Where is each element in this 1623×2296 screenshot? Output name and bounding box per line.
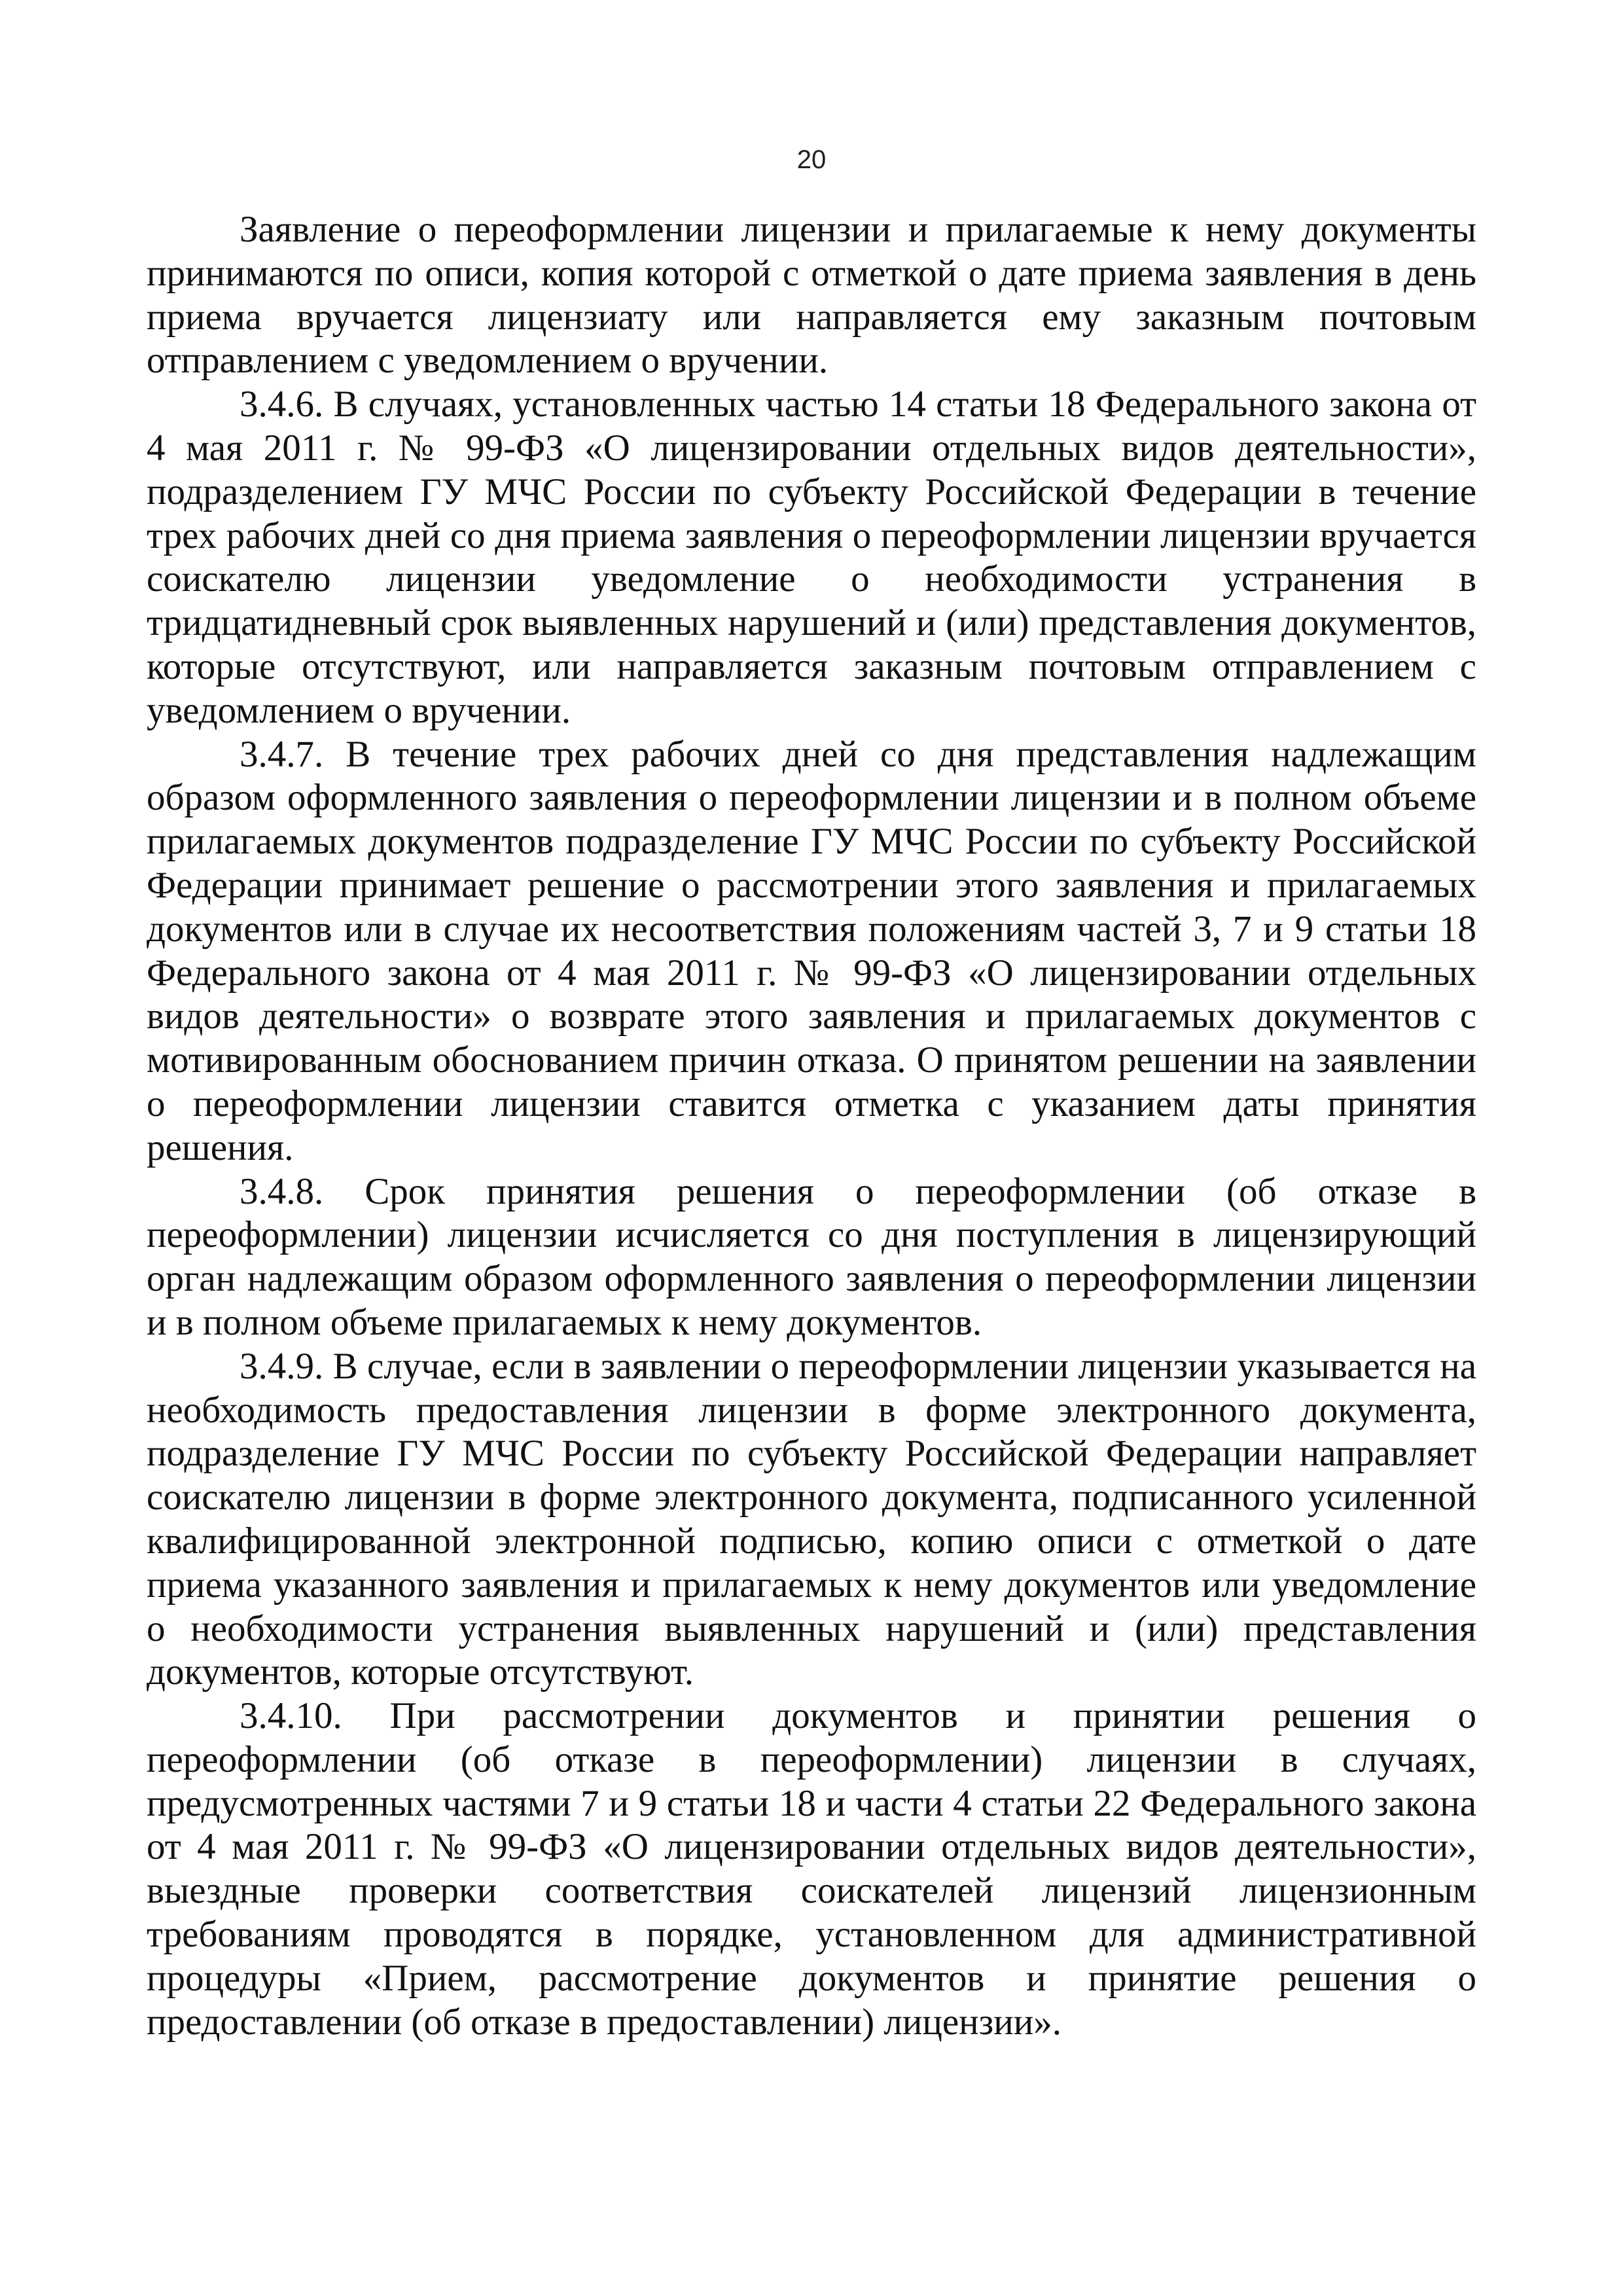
document-body [147,208,1476,2044]
paragraph-3-4-10: 3.4.10. При рассмотрении документов и принятии решения о переоформлении (об отказе в переоформлении) лицензии в случаях, предусмотренных частями 7 и 9 статьи 18 и части 4 статьи 22 Федерального закона от 4 мая 2011 г. № 99-ФЗ «О лицензировании отдельных видов деятельности», выездные проверки соответствия соискателей лицензий лицензионным требованиям проводятся в порядке, установленном для административной процедуры «Прием, рассмотрение документов и принятие решения о предоставлении (об отказе в предоставлении) лицензии». [147,1695,1476,2043]
paragraph-reissue-documents: Заявление о переоформлении лицензии и прилагаемые к нему документы принимаются по описи, копия которой с отметкой о дате приема заявления в день приема вручается лицензиату или направляется ему заказным почтовым отправлением с уведомлением о вручении. [147,209,1476,382]
paragraph-3-4-9: 3.4.9. В случае, если в заявлении о переоформлении лицензии указывается на необходимость предоставления лицензии в форме электронного документа, подразделение ГУ МЧС России по субъекту Российской Федерации направляет соискателю лицензии в форме электронного документа, подписанного усиленной квалифицированной электронной подписью, копию описи с отметкой о дате приема указанного заявления и прилагаемых к нему документов или уведомление о необходимости устранения выявленных нарушений и (или) представления документов, которые отсутствуют. [147,1345,1476,1693]
paragraph-3-4-6: 3.4.6. В случаях, установленных частью 14 статьи 18 Федерального закона от 4 мая 2011 г. № 99-ФЗ «О лицензировании отдельных видов деятельности», подразделением ГУ МЧС России по субъекту Российской Федерации в течение трех рабочих дней со дня приема заявления о переоформлении лицензии вручается соискателю лицензии уведомление о необходимости устранения в тридцатидневный срок выявленных нарушений и (или) представления документов, которые отсутствуют, или направляется заказным почтовым отправлением с уведомлением о вручении. [147,384,1476,731]
paragraph-3-4-8: 3.4.8. Срок принятия решения о переоформлении (об отказе в переоформлении) лицензии исчисляется со дня поступления в лицензирующий орган надлежащим образом оформленного заявления о переоформлении лицензии и в полном объеме прилагаемых к нему документов. [147,1170,1476,1343]
page-number: 20 [796,145,827,174]
paragraph-3-4-7: 3.4.7. В течение трех рабочих дней со дня представления надлежащим образом оформленного заявления о переоформлении лицензии и в полном объеме прилагаемых документов подразделение ГУ МЧС России по субъекту Российской Федерации принимает решение о рассмотрении этого заявления и прилагаемых документов или в случае их несоответствия положениям частей 3, 7 и 9 статьи 18 Федерального закона от 4 мая 2011 г. № 99-ФЗ «О лицензировании отдельных видов деятельности» о возврате этого заявления и прилагаемых документов с мотивированным обоснованием причин отказа. О принятом решении на заявлении о переоформлении лицензии ставится отметка с указанием даты принятия решения. [147,733,1476,1168]
